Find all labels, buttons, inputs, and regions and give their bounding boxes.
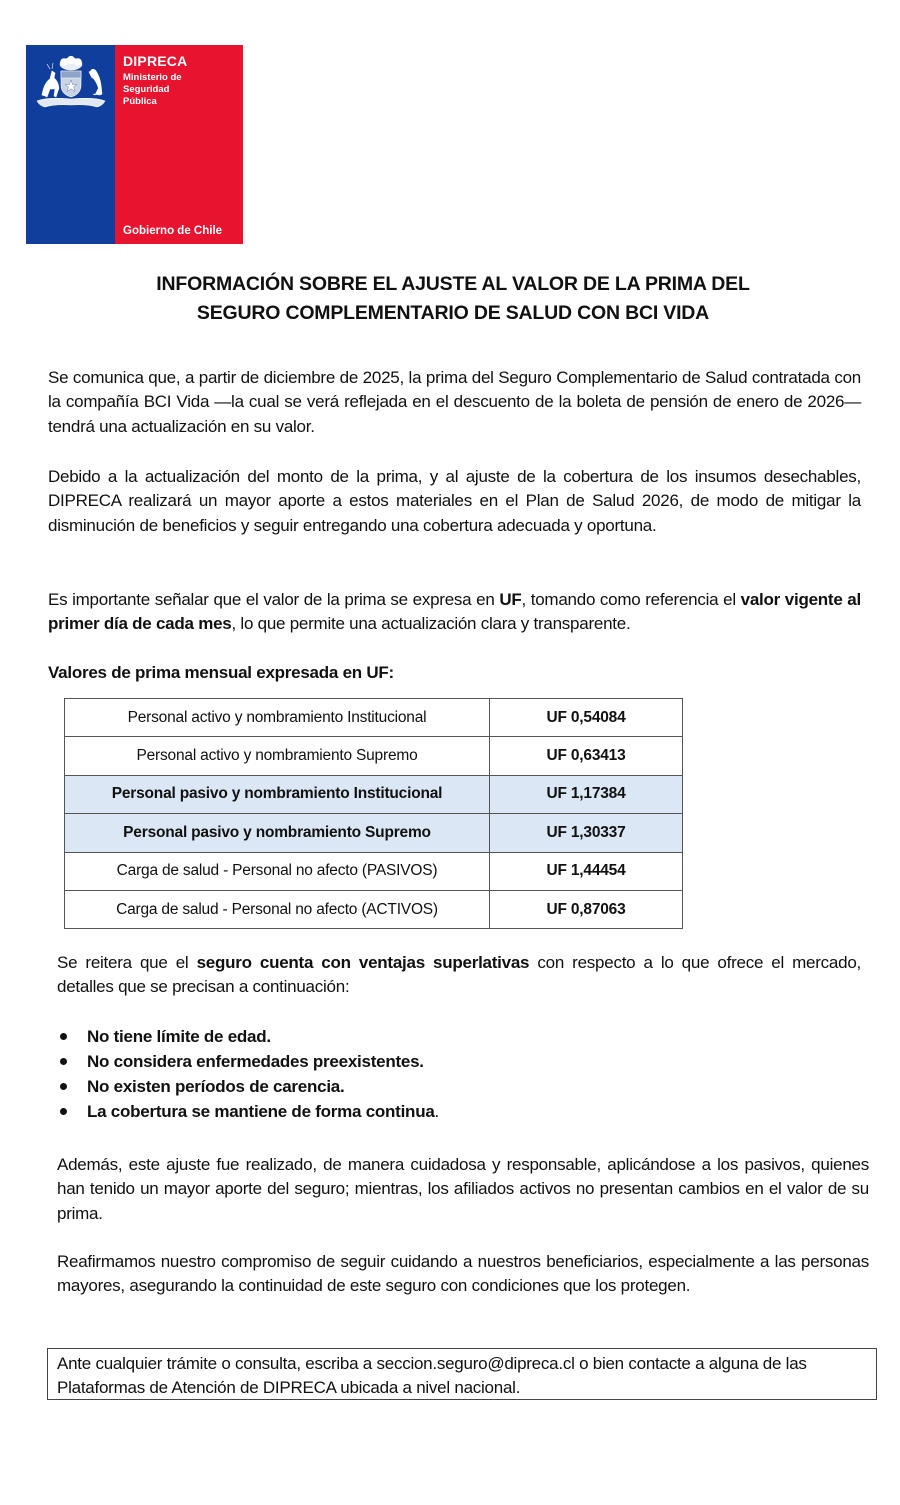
category-cell: Personal activo y nombramiento Supremo: [65, 737, 490, 775]
bullet-icon: [60, 1033, 67, 1040]
title-line-2: SEGURO COMPLEMENTARIO DE SALUD CON BCI VIDA: [196, 302, 710, 324]
government-label: Gobierno de Chile: [123, 225, 223, 237]
category-cell: Carga de salud - Personal no afecto (ACTIVOS): [65, 890, 490, 928]
coverage-paragraph: Debido a la actualización del monto de la prima, y al ajuste de la cobertura de los insumos desechables, DIPRECA realizará un mayor aporte a estos materiales en el Plan de Salud 2026, de modo de mitigar la disminución de beneficios y seguir entregando una cobertura adecuada y oportuna.: [48, 467, 861, 535]
ministry-line: Seguridad: [123, 84, 170, 95]
text-run: , lo que permite una actualización clara y transparente.: [231, 614, 631, 634]
category-cell: Personal activo y nombramiento Institucional: [65, 699, 490, 737]
category-cell: Personal pasivo y nombramiento Supremo: [65, 814, 490, 852]
value-cell: UF 0,63413: [490, 737, 683, 775]
benefit-suffix: .: [434, 1102, 440, 1121]
benefit-text: No tiene límite de edad.: [87, 1027, 271, 1046]
benefit-text: La cobertura se mantiene de forma continua: [87, 1102, 435, 1121]
chile-coat-of-arms-icon: [34, 55, 108, 111]
logo-blue-panel: [26, 45, 115, 244]
ministry-line: Ministerio de: [123, 72, 182, 83]
benefit-item: [57, 1049, 439, 1074]
bold-run: valor vigente al primer día de cada mes: [48, 590, 861, 634]
title-line-1: INFORMACIÓN SOBRE EL AJUSTE AL VALOR DE LA PRIMA DEL: [156, 273, 750, 295]
document-title: [0, 270, 900, 328]
benefit-text: No considera enfermedades preexistentes.: [87, 1052, 424, 1071]
premium-table: [64, 698, 683, 929]
value-cell: UF 0,54084: [490, 699, 683, 737]
text-run: , tomando como referencia el: [521, 590, 741, 609]
dipreca-logo: [26, 45, 243, 244]
commitment-paragraph: Reafirmamos nuestro compromiso de seguir cuidando a nuestros beneficiarios, especialmente a las personas mayores, asegurando la continuidad de este seguro con condiciones que los protegen.: [57, 1252, 869, 1296]
bullet-icon: [60, 1058, 67, 1065]
contact-email-link[interactable]: seccion.seguro@dipreca.cl: [376, 1354, 575, 1373]
intro-paragraph: Se comunica que, a partir de diciembre de 2025, la prima del Seguro Complementario de Salud contratada con la compañía BCI Vida —la cual se verá reflejada en el descuento de la boleta de pensión de enero de 2026— tendrá una actualización en su valor.: [48, 368, 861, 436]
text-run: Ante cualquier trámite o consulta, escriba a: [57, 1354, 377, 1373]
adjustment-paragraph: Además, este ajuste fue realizado, de manera cuidadosa y responsable, aplicándose a los pasivos, quienes han tenido un mayor aporte del seguro; mientras, los afiliados activos no presentan cambios en el valor de su prima.: [57, 1155, 869, 1223]
value-cell: UF 1,30337: [490, 814, 683, 852]
bold-run: UF: [499, 590, 522, 609]
benefit-item: [57, 1024, 439, 1049]
table-row: [65, 852, 683, 890]
category-cell: Carga de salud - Personal no afecto (PASIVOS): [65, 852, 490, 890]
ministry-line: Pública: [123, 96, 157, 107]
table-row: [65, 699, 683, 737]
value-cell: UF 0,87063: [490, 890, 683, 928]
benefit-item: [57, 1099, 439, 1124]
bullet-icon: [60, 1108, 67, 1115]
table-row: [65, 775, 683, 813]
brand-name: DIPRECA: [123, 53, 188, 69]
bullet-icon: [60, 1083, 67, 1090]
text-run: o bien contacte a alguna de las Plataformas de Atención de DIPRECA ubicada a nivel nacional.: [57, 1354, 807, 1398]
benefit-item: [57, 1074, 439, 1099]
value-cell: UF 1,17384: [490, 775, 683, 813]
text-run: Se reitera que el: [57, 953, 197, 972]
table-row: [65, 737, 683, 775]
value-cell: UF 1,44454: [490, 852, 683, 890]
benefit-text: No existen períodos de carencia.: [87, 1077, 345, 1096]
table-heading: Valores de prima mensual expresada en UF:: [48, 663, 394, 682]
ministry-name: [123, 72, 182, 108]
text-run: con respecto a lo que ofrece el mercado, detalles que se precisan a continuación:: [57, 953, 861, 997]
table-row: [65, 890, 683, 928]
benefits-list: [57, 1024, 439, 1124]
logo-red-panel: [115, 45, 243, 244]
text-run: Es importante señalar que el valor de la prima se expresa en: [48, 590, 500, 609]
uf-paragraph: [48, 588, 861, 637]
advantages-paragraph: [57, 951, 861, 1000]
bold-run: seguro cuenta con ventajas superlativas: [196, 953, 530, 972]
table-row: [65, 814, 683, 852]
category-cell: Personal pasivo y nombramiento Institucional: [65, 775, 490, 813]
contact-box: [47, 1348, 877, 1400]
